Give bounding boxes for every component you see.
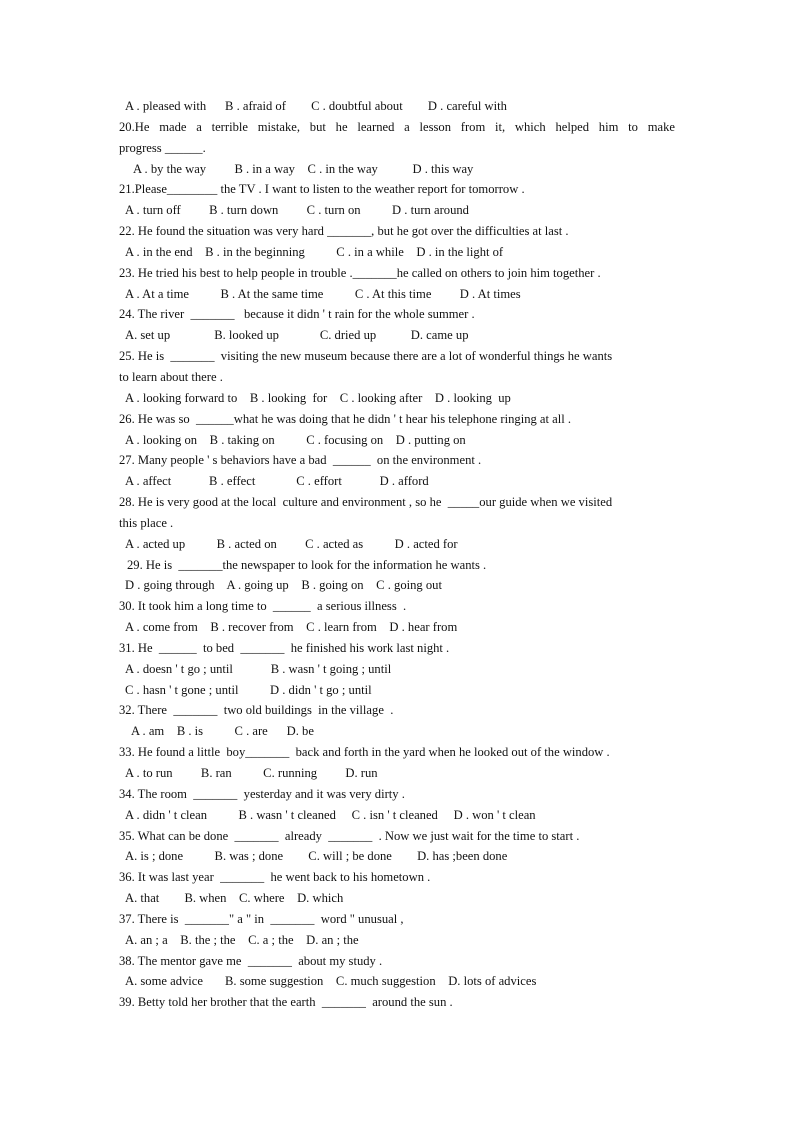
text-line: 38. The mentor gave me _______ about my study . [119, 953, 383, 968]
text-line: A. some advice B. some suggestion C. much suggestion D. lots of advices [125, 974, 537, 989]
text-line: 31. He ______ to bed _______ he finished his work last night . [119, 640, 450, 655]
text-line: 21.Please________ the TV . I want to listen to the weather report for tomorrow . [119, 182, 525, 197]
text-line: 34. The room _______ yesterday and it was very dirty . [119, 786, 405, 801]
text-line: A . to run B. ran C. running D. run [125, 766, 378, 780]
text-line: 24. The river _______ because it didn ' t rain for the whole summer . [119, 307, 475, 322]
text-line: 35. What can be done _______ already _______ . Now we just wait for the time to start . [119, 828, 580, 843]
text-line: 23. He tried his best to help people in trouble ._______he called on others to join him together . [119, 265, 601, 280]
text-line: A . affect B . effect C . effort D . afford [125, 474, 429, 489]
text-line: to learn about there . [119, 369, 223, 384]
text-line: 30. It took him a long time to ______ a serious illness . [119, 599, 407, 614]
text-line: A . pleased with B . afraid of C . doubtful about D . careful with [125, 99, 507, 113]
text-line: 33. He found a little boy_______ back and forth in the yard when he looked out of the window . [119, 745, 610, 760]
text-line: 22. He found the situation was very hard _______, but he got over the difficulties at last . [119, 224, 569, 239]
text-line: progress ______. [119, 140, 206, 155]
text-line: 20.He made a terrible mistake, but he learned a lesson from it, which helped him to make [119, 119, 675, 134]
text-line: C . hasn ' t gone ; until D . didn ' t go ; until [125, 682, 372, 697]
text-line: 39. Betty told her brother that the earth _______ around the sun . [119, 995, 453, 1010]
text-line: 36. It was last year _______ he went back to his hometown . [119, 870, 431, 885]
text-line: 29. He is _______the newspaper to look for the information he wants . [127, 557, 487, 572]
text-line: 26. He was so ______what he was doing that he didn ' t hear his telephone ringing at all . [119, 411, 572, 426]
text-line: A . didn ' t clean B . wasn ' t cleaned C . isn ' t cleaned D . won ' t clean [125, 807, 536, 822]
text-line: A . looking forward to B . looking for C . looking after D . looking up [125, 390, 511, 405]
text-line: A . turn off B . turn down C . turn on D . turn around [125, 203, 469, 218]
text-line: 32. There _______ two old buildings in the village . [119, 703, 394, 718]
text-line: A. an ; a B. the ; the C. a ; the D. an ; the [125, 932, 359, 947]
text-line: A . in the end B . in the beginning C . in a while D . in the light of [125, 244, 504, 259]
text-line: A . come from B . recover from C . learn from D . hear from [125, 620, 458, 635]
text-line: A. that B. when C. where D. which [125, 891, 344, 906]
text-line: 25. He is _______ visiting the new museum because there are a lot of wonderful things he wants [119, 349, 613, 364]
question-list [119, 96, 675, 1013]
text-line: A . am B . is C . are D. be [131, 724, 314, 739]
text-line: A . acted up B . acted on C . acted as D . acted for [125, 536, 458, 551]
text-line: D . going through A . going up B . going on C . going out [125, 578, 442, 593]
text-line: A. is ; done B. was ; done C. will ; be done D. has ;been done [125, 849, 508, 864]
text-line: 28. He is very good at the local culture and environment , so he _____our guide when we visited [119, 495, 613, 510]
text-line: 37. There is _______" a " in _______ word " unusual , [119, 911, 404, 926]
text-line: A . by the way B . in a way C . in the way D . this way [133, 161, 474, 176]
text-line: A . doesn ' t go ; until B . wasn ' t going ; until [125, 661, 392, 676]
text-line: A . looking on B . taking on C . focusing on D . putting on [125, 432, 466, 447]
text-line: 27. Many people ' s behaviors have a bad ______ on the environment . [119, 453, 482, 468]
text-line: A. set up B. looked up C. dried up D. came up [125, 328, 469, 343]
text-line: this place . [119, 515, 174, 530]
text-line: A . At a time B . At the same time C . At this time D . At times [125, 286, 521, 301]
